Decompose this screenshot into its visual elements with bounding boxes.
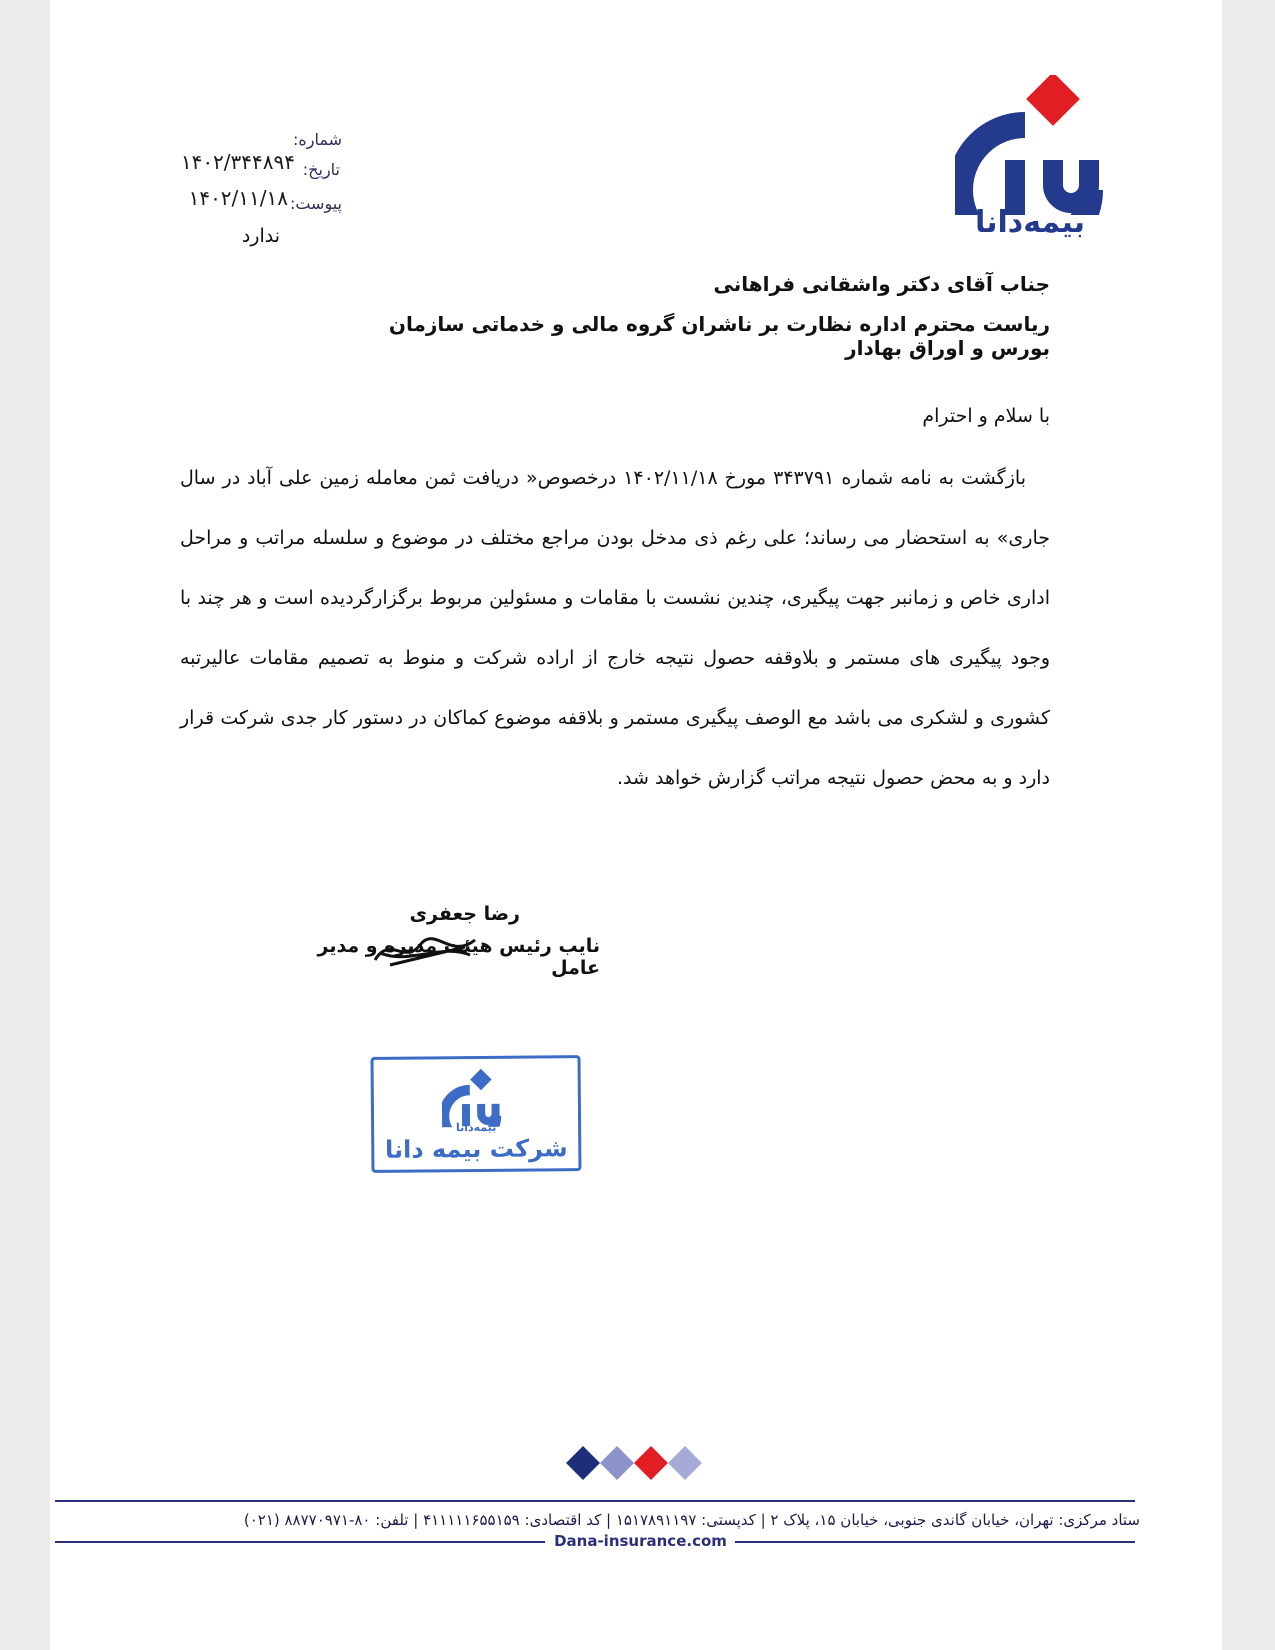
- stamp-text: شرکت بیمه دانا: [384, 1134, 568, 1164]
- date-value: ۱۴۰۲/۱۱/۱۸: [188, 186, 288, 210]
- signature-scribble-icon: [370, 925, 480, 975]
- footer-rule-right: [735, 1541, 1135, 1543]
- signatory-title: نایب رئیس هیئت مدیره و مدیر عامل: [317, 935, 600, 979]
- number-label: شماره:: [292, 130, 342, 149]
- number-value: ۱۴۰۲/۳۴۴۸۹۴: [180, 150, 295, 174]
- greeting: با سلام و احترام: [922, 405, 1050, 427]
- logo-mark-icon: [955, 75, 1115, 215]
- stamp-logo-text: بیمه‌دانا: [455, 1120, 497, 1135]
- attachment-label: پیوست:: [289, 194, 342, 213]
- date-label: تاریخ:: [302, 160, 340, 179]
- footer-website-link[interactable]: Dana-insurance.com: [554, 1532, 727, 1550]
- signatory-name: رضا جعفری: [409, 903, 520, 925]
- addressee-title: ریاست محترم اداره نظارت بر ناشران گروه مالی و خدماتی سازمان بورس و اوراق بهادار: [388, 312, 1050, 360]
- footer-diamonds-icon: [565, 1443, 713, 1483]
- company-logo: [955, 75, 1115, 250]
- footer-rule-top: [55, 1500, 1135, 1502]
- attachment-value: ندارد: [241, 225, 280, 247]
- addressee-name: جناب آقای دکتر واشقانی فراهانی: [713, 272, 1050, 296]
- footer-address: ستاد مرکزی: تهران، خیابان گاندی جنوبی، خیابان ۱۵، پلاک ۲ | کدپستی: ۱۵۱۷۸۹۱۱۹۷ | کد اقتصادی: ۴۱۱۱۱۱۶۵۵۱۵۹ | تلفن: ۸۰-۸۸۷۷۰۹۷۱ (۰۲۱): [243, 1511, 1140, 1529]
- letter-body: بازگشت به نامه شماره ۳۴۳۷۹۱ مورخ ۱۴۰۲/۱۱/۱۸ درخصوص« دریافت ثمن معامله زمین علی آباد در سال جاری» به استحضار می رساند؛ علی رغم ذی مدخل بودن مراجع مختلف در موضوع و سلسله مراتب و مراحل اداری خاص و زمانبر جهت پیگیری، چندین نشست با مقامات و مسئولین مربوط برگزارگردیده است و هر چند با وجود پیگیری های مستمر و بلاوقفه حصول نتیجه خارج از اراده شرکت و منوط به تصمیم مقامات عالیرتبه کشوری و لشکری می باشد مع الوصف پیگیری مستمر و بلاقفه موضوع کماکان در دستور کار جدی شرکت قرار دارد و به محض حصول نتیجه مراتب گزارش خواهد شد.: [180, 467, 1050, 789]
- footer-rule-left: [55, 1541, 545, 1543]
- stamp-logo-icon: [442, 1069, 507, 1128]
- logo-wordmark: بیمه‌دانا: [974, 205, 1086, 240]
- company-stamp: [370, 1055, 581, 1173]
